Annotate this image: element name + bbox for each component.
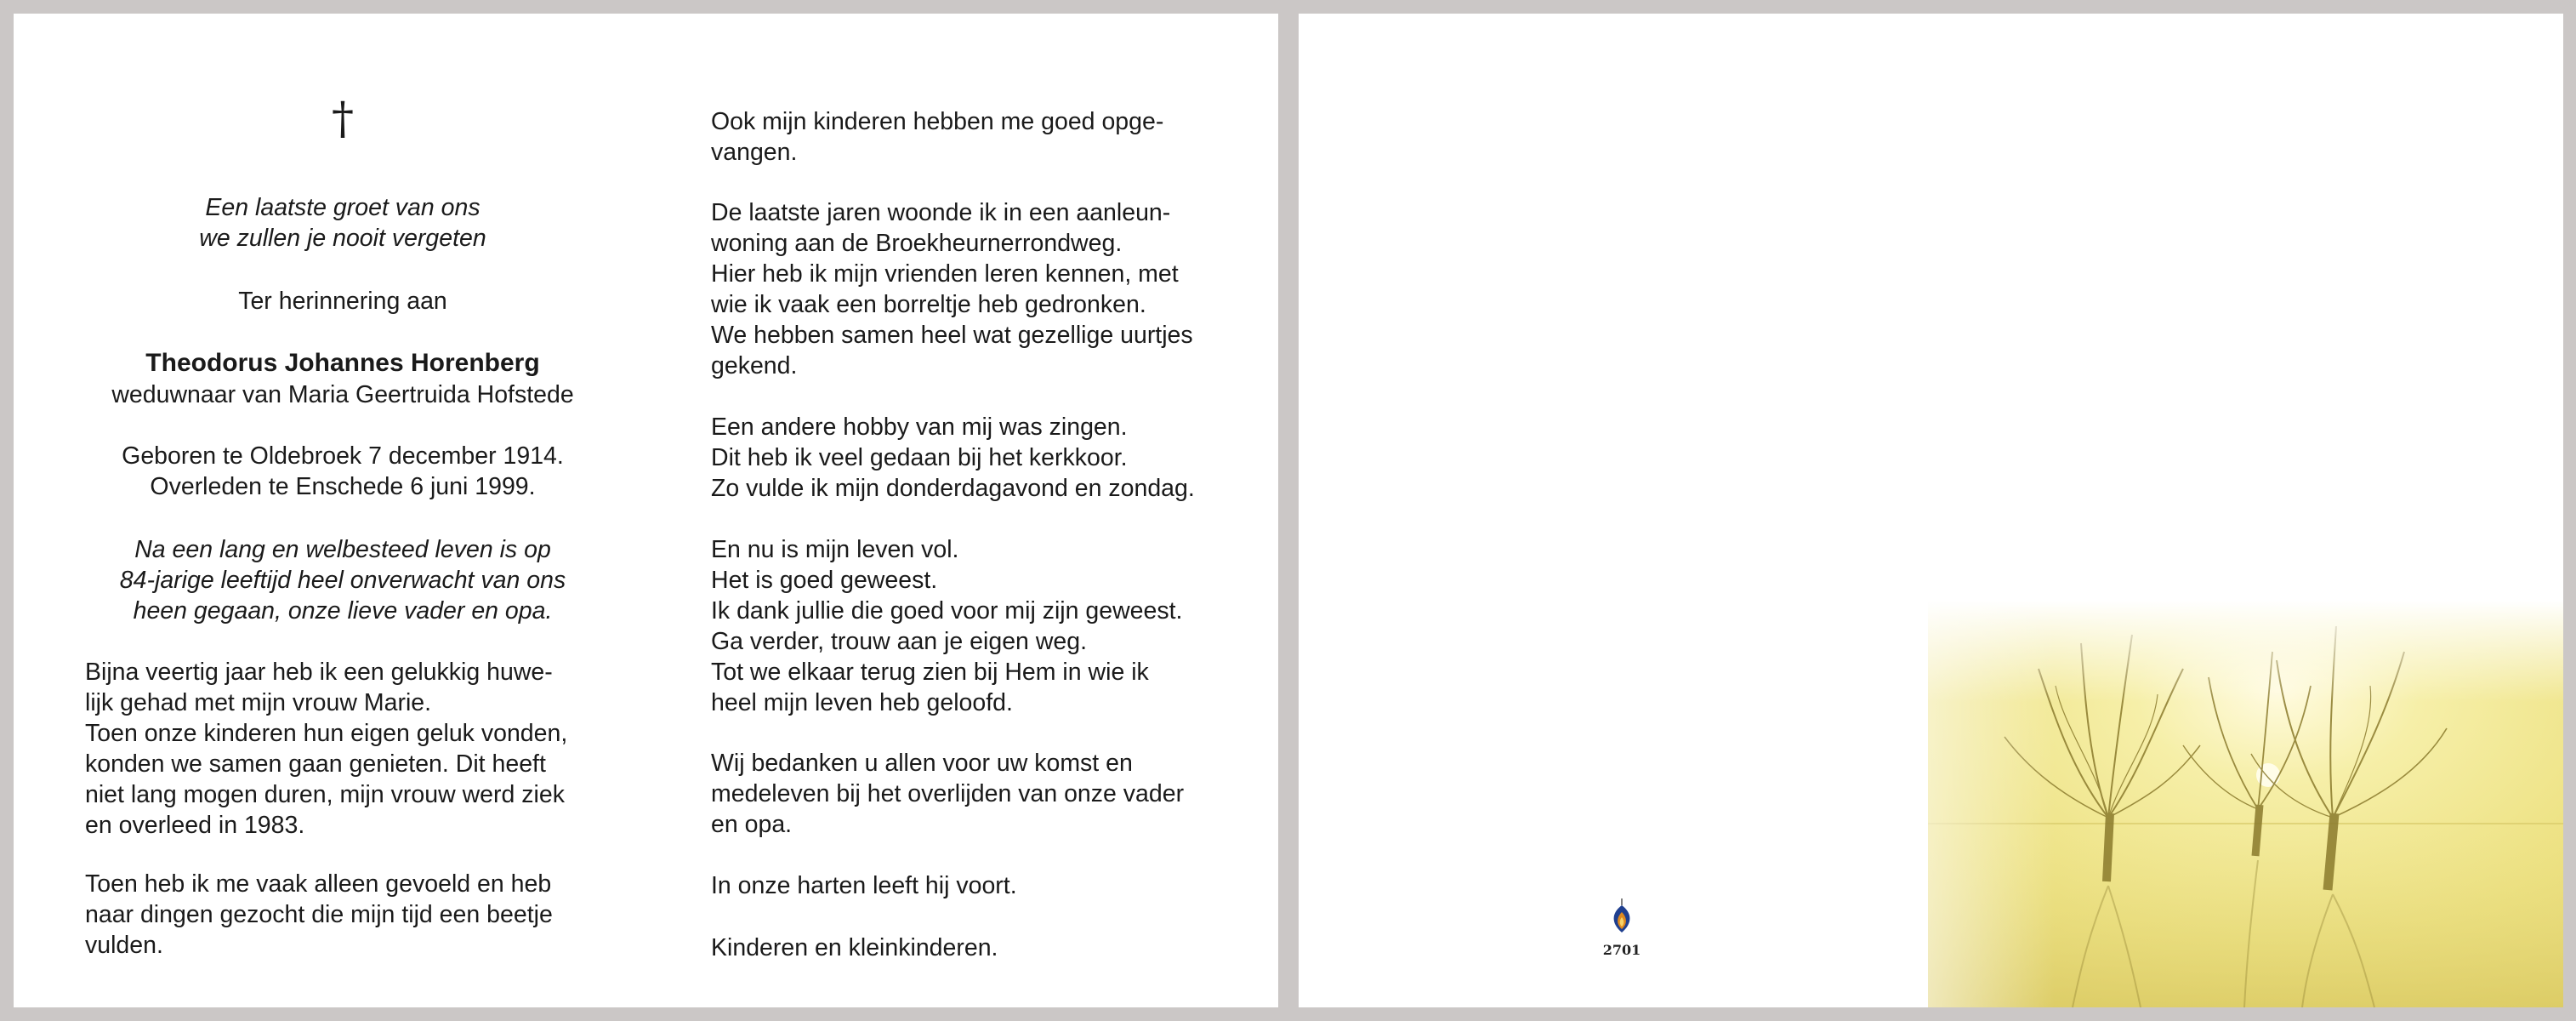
- flame-logo-icon: [1605, 898, 1639, 936]
- paragraph-hearts: In onze harten leeft hij voort.: [711, 872, 1017, 899]
- motto: Een laatste groet van ons we zullen je nooit vergeten: [199, 194, 486, 252]
- paragraph-children: Ook mijn kinderen hebben me goed opge- vangen.: [711, 108, 1164, 166]
- remembrance-text: Ter herinnering aan: [238, 288, 447, 315]
- paragraph-hobby: Een andere hobby van mij was zingen. Dit heb ik veel gedaan bij het kerkkoor. Zo vulde ik mijn donderdagavond en zondag.: [711, 414, 1195, 502]
- card-inside: [14, 14, 1278, 1007]
- paragraph-residence: De laatste jaren woonde ik in een aanleun- woning aan de Broekheurnerrondweg. Hier heb ik mijn vrienden leren kennen, met wie ik vaak een borreltje heb gedronken. We hebben samen heel wat gezellige uurtjes gekend.: [711, 199, 1193, 379]
- printer-logo: [1588, 898, 1656, 958]
- paragraph-thanks: Wij bedanken u allen voor uw komst en medeleven bij het overlijden van onze vader en opa.: [711, 750, 1185, 838]
- deceased-name: Theodorus Johannes Horenberg: [145, 349, 540, 377]
- willow-landscape-image: [1928, 601, 2563, 1007]
- paragraph-farewell: En nu is mijn leven vol. Het is goed geweest. Ik dank jullie die goed voor mij zijn geweest. Ga verder, trouw aan je eigen weg. Tot we elkaar terug zien bij Hem in wie ik heel mijn leven heb geloofd.: [711, 536, 1183, 716]
- printer-code: 2701: [1602, 942, 1641, 958]
- widower-text: weduwnaar van Maria Geertruida Hofstede: [111, 381, 574, 408]
- paragraph-marriage: Bijna veertig jaar heb ik een gelukkig huwe- lijk gehad met mijn vrouw Marie. Toen onze kinderen hun eigen geluk vonden, konden we samen gaan genieten. Dit heeft niet lang mogen duren, mijn vrouw werd ziek en overleed in 1983.: [85, 659, 568, 839]
- birth-text: Geboren te Oldebroek 7 december 1914.: [122, 442, 564, 470]
- death-text: Overleden te Enschede 6 juni 1999.: [150, 473, 536, 500]
- cross-icon: †: [332, 94, 354, 145]
- passage: Na een lang en welbesteed leven is op 84-jarige leeftijd heel onverwacht van ons heen gegaan, onze lieve vader en opa.: [119, 536, 566, 625]
- paragraph-signature: Kinderen en kleinkinderen.: [711, 934, 998, 961]
- paragraph-alone: Toen heb ik me vaak alleen gevoeld en heb naar dingen gezocht die mijn tijd een beetje vulden.: [85, 870, 553, 959]
- card-outside: [1299, 14, 2563, 1007]
